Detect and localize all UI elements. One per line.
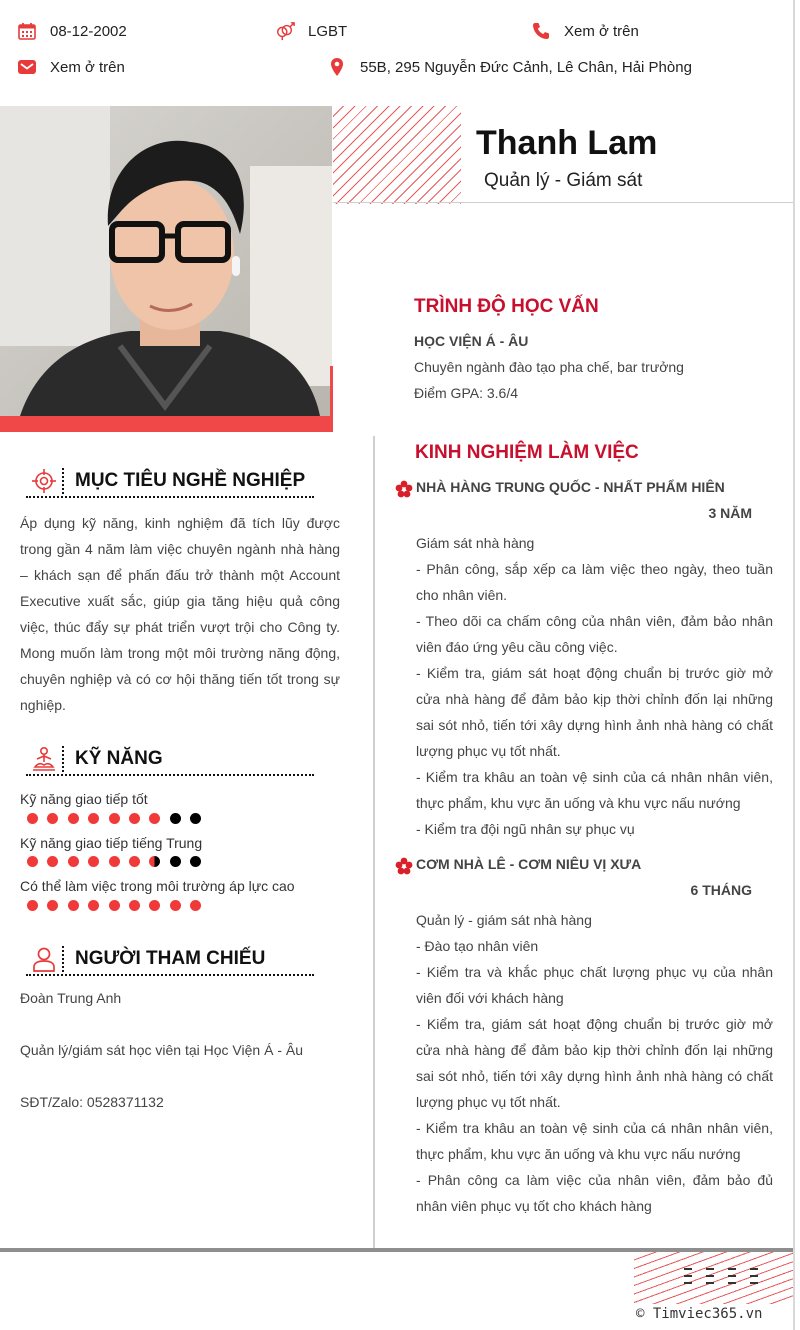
copyright-text: © Timviec365.vn (636, 1306, 763, 1322)
header-hatch-decoration (333, 106, 461, 204)
contact-phone (530, 20, 639, 42)
skill-rating (27, 900, 201, 911)
contact-gender (274, 20, 347, 42)
education-school: HỌC VIỆN Á - ÂU (414, 333, 529, 349)
skill-rating (27, 813, 201, 824)
gender-text: LGBT (308, 22, 348, 40)
job-duty-line: Quản lý - giám sát nhà hàng (416, 912, 592, 928)
education-major: Chuyên ngành đào tạo pha chế, bar trưởng (414, 359, 684, 375)
person-icon (28, 944, 60, 974)
page-edge (793, 0, 795, 1330)
skill-dot (149, 900, 160, 911)
candidate-name: Thanh Lam (476, 124, 658, 162)
skill-rating (27, 856, 201, 867)
skill-dot (88, 900, 99, 911)
skill-dot (109, 856, 120, 867)
flower-bullet-icon (395, 857, 413, 875)
job-duty-line: - Phân công, sắp xếp ca làm việc theo ngày, theo tuần cho nhân viên. (416, 561, 773, 603)
skill-label: Kỹ năng giao tiếp tốt (20, 791, 148, 807)
location-pin-icon (326, 56, 348, 78)
job-duration: 6 THÁNG (690, 882, 752, 898)
reference-phone: SĐT/Zalo: 0528371132 (20, 1094, 164, 1110)
skill-dot (170, 813, 181, 824)
meditation-icon (28, 744, 60, 774)
skill-dot (27, 900, 38, 911)
objective-header (26, 466, 314, 498)
skill-dot (190, 900, 201, 911)
profile-photo (0, 106, 332, 416)
job-duty-line: - Đào tạo nhân viên (416, 938, 539, 954)
skill-dot (129, 813, 140, 824)
job-duty-line: - Kiểm tra và khắc phục chất lượng phục vụ của nhân viên đối với khách hàng (416, 964, 773, 1006)
references-header (26, 944, 314, 976)
skill-dot (190, 813, 201, 824)
job-description (416, 530, 773, 842)
skills-title: KỸ NĂNG (75, 748, 163, 769)
contact-address (326, 56, 692, 78)
job-duty-line: - Phân công ca làm việc của nhân viên, đảm bảo đủ nhân viên phục vụ tốt cho khách hàng (416, 1172, 773, 1214)
job-duty-line: - Theo dõi ca chấm công của nhân viên, đảm bảo nhân viên đáo ứng yêu cầu công việc. (416, 613, 773, 655)
flower-bullet-icon (395, 480, 413, 498)
skill-dot (68, 813, 79, 824)
calendar-icon (16, 20, 38, 42)
job-duty-line: - Kiểm tra, giám sát hoạt động chuẩn bị trước giờ mở cửa nhà hàng để đảm bảo kịp thời chỉnh đốn lại những sai sót nhỏ, tiến tới xây dựng hình ảnh nhà hàng có chất lượng phục vụ tốt nhất. (416, 1016, 773, 1110)
job-duty-line: - Kiểm tra khâu an toàn vệ sinh của cá nhân nhân viên, thực phẩm, khu vực ăn uống và khu vực nấu nướng (416, 1120, 773, 1162)
reference-position: Quản lý/giám sát học viên tại Học Viện Á - Âu (20, 1042, 303, 1058)
skill-dot (129, 856, 140, 867)
candidate-role: Quản lý - Giám sát (484, 170, 643, 191)
contact-email (16, 56, 125, 78)
reference-name: Đoàn Trung Anh (20, 990, 122, 1006)
skill-dot (170, 900, 181, 911)
skill-dot (149, 856, 160, 867)
target-icon (28, 466, 60, 496)
skill-dot (47, 813, 58, 824)
skill-dot (88, 856, 99, 867)
skill-dot (170, 856, 181, 867)
photo-accent-edge (330, 366, 333, 432)
skill-dot (27, 856, 38, 867)
skills-header (26, 744, 314, 776)
objective-title: MỤC TIÊU NGHỀ NGHIỆP (75, 470, 306, 491)
education-gpa: Điểm GPA: 3.6/4 (414, 385, 519, 401)
skill-dot (109, 900, 120, 911)
gender-icon (274, 20, 296, 42)
job-duty-line: - Kiểm tra đội ngũ nhân sự phục vụ (416, 821, 635, 837)
skill-dot (47, 856, 58, 867)
job-duty-line: Giám sát nhà hàng (416, 535, 535, 551)
contact-birthday (16, 20, 127, 42)
job-duration: 3 NĂM (708, 505, 752, 521)
skill-dot (190, 856, 201, 867)
email-icon (16, 56, 38, 78)
skill-dot (109, 813, 120, 824)
objective-text: Áp dụng kỹ năng, kinh nghiệm đã tích lũy được trong gần 4 năm làm việc chuyên ngành nhà hàng – khách sạn để phấn đấu trở thành một Account Executive xuất sắc, giúp gia tăng hiệu quả công việc, thúc đẩy sự phát triển vượt trội cho Công ty. Mong muốn làm trong một môi trường năng động, chuyên nghiệp và có cơ hội thăng tiến tốt trong sự nghiệp. (20, 515, 340, 713)
skill-dot (47, 900, 58, 911)
skill-dot (149, 813, 160, 824)
job-company: NHÀ HÀNG TRUNG QUỐC - NHẤT PHẨM HIÊN (416, 479, 725, 495)
phone-icon (530, 20, 552, 42)
skill-dot (88, 813, 99, 824)
phone-text: Xem ở trên (564, 22, 639, 40)
education-title: TRÌNH ĐỘ HỌC VẤN (414, 296, 599, 317)
job-description (416, 907, 773, 1219)
experience-title: KINH NGHIỆM LÀM VIỆC (415, 442, 639, 463)
address-text: 55B, 295 Nguyễn Đức Cảnh, Lê Chân, Hải Phòng (360, 58, 692, 76)
skill-dot (68, 900, 79, 911)
photo-accent-bar (0, 416, 332, 432)
job-duty-line: - Kiểm tra, giám sát hoạt động chuẩn bị trước giờ mở cửa nhà hàng để đảm bảo kịp thời chỉnh đốn lại những sai sót nhỏ, tiến tới xây dựng hình ảnh nhà hàng có chất lượng phục vụ tốt nhất. (416, 665, 773, 759)
skill-dot (129, 900, 140, 911)
column-divider (373, 436, 375, 1248)
skill-dot (68, 856, 79, 867)
email-text: Xem ở trên (50, 58, 125, 76)
job-company: CƠM NHÀ LÊ - CƠM NIÊU VỊ XƯA (416, 856, 642, 872)
skill-dot (27, 813, 38, 824)
birthday-text: 08-12-2002 (50, 22, 127, 40)
references-title: NGƯỜI THAM CHIẾU (75, 948, 266, 969)
footer-dash-decoration (684, 1268, 758, 1284)
header-divider (333, 202, 794, 203)
skill-label: Có thể làm việc trong môi trường áp lực cao (20, 878, 295, 894)
job-duty-line: - Kiểm tra khâu an toàn vệ sinh của cá nhân nhân viên, thực phẩm, khu vực ăn uống và khu vực nấu nướng (416, 769, 773, 811)
skill-label: Kỹ năng giao tiếp tiếng Trung (20, 835, 203, 851)
